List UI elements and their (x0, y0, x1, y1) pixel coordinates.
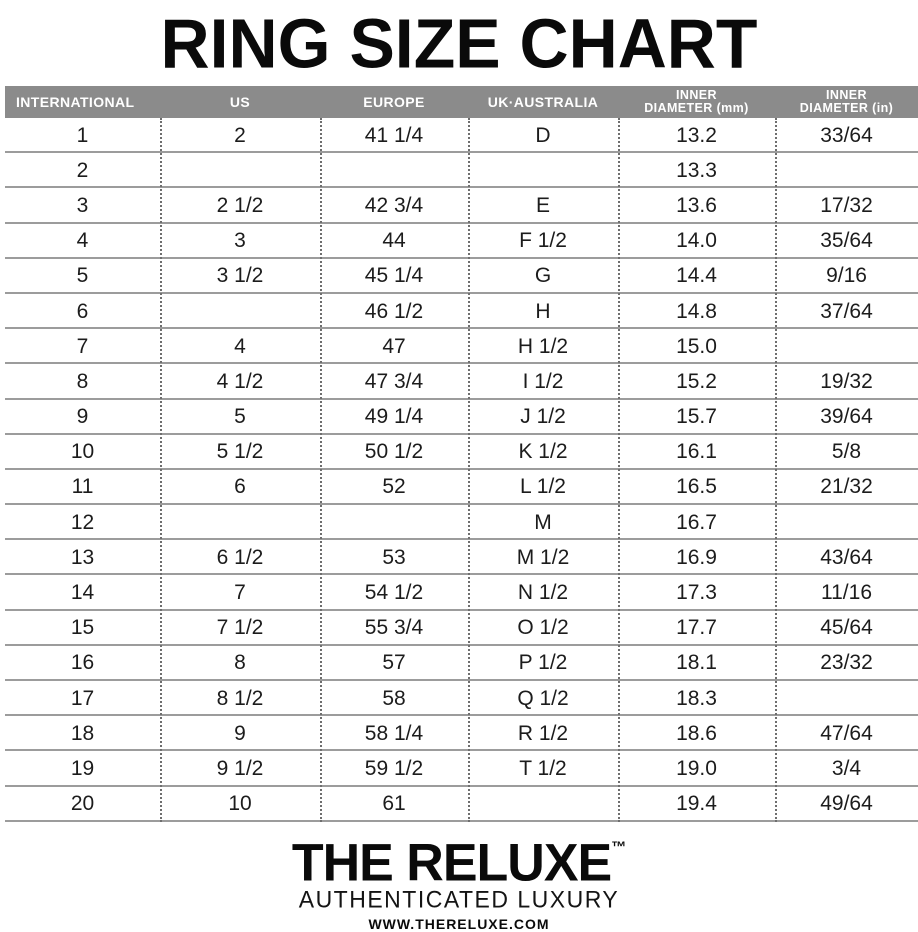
table-body (5, 118, 918, 822)
table-cell: 4 (76, 229, 89, 253)
column-header-line: DIAMETER (in) (799, 101, 894, 115)
table-cell: 14 (70, 581, 95, 605)
table-cell: 21/32 (820, 475, 873, 499)
table-cell: 9 1/2 (216, 756, 264, 780)
table-cell: 15.2 (676, 369, 717, 393)
column-header-line: INNER (826, 87, 867, 102)
column-header-0 (5, 95, 160, 110)
table-cell: L 1/2 (520, 475, 566, 499)
table-cell: 2 1/2 (216, 193, 264, 217)
table-cell: 7 (234, 581, 246, 605)
column-divider-dotted-line (468, 118, 470, 822)
table-cell: 16.7 (676, 510, 717, 534)
table-cell: 13.2 (676, 123, 717, 147)
column-header-5 (775, 89, 918, 115)
table-cell: 9/16 (826, 264, 867, 288)
table-cell: 58 1/4 (364, 721, 424, 745)
table-cell: 8 1/2 (216, 686, 264, 710)
table-cell: 49 1/4 (364, 405, 424, 429)
table-cell: 13.3 (676, 158, 717, 182)
table-row (5, 153, 918, 188)
table-cell: 52 (382, 475, 406, 499)
table-cell: O 1/2 (517, 616, 569, 640)
table-cell: 49/64 (820, 792, 873, 816)
column-divider-dotted-line (160, 118, 162, 822)
column-header-line: EUROPE (363, 93, 425, 110)
table-cell: 16 (70, 651, 95, 675)
column-header-2 (320, 95, 468, 110)
table-cell: 17.3 (676, 581, 717, 605)
table-cell (160, 310, 320, 311)
table-row (5, 540, 918, 575)
ring-size-table (5, 86, 918, 822)
table-cell: Q 1/2 (517, 686, 569, 710)
table-cell: 47 3/4 (364, 369, 424, 393)
table-row (5, 751, 918, 786)
column-header-line: US (229, 93, 251, 110)
table-row (5, 400, 918, 435)
table-cell: 13 (70, 545, 95, 569)
table-cell: 8 (234, 651, 246, 675)
table-cell: 53 (382, 545, 406, 569)
table-cell: 39/64 (820, 405, 873, 429)
table-cell (775, 697, 918, 698)
table-cell: 37/64 (820, 299, 873, 323)
table-cell: 7 1/2 (216, 616, 264, 640)
table-header-row (5, 86, 918, 118)
table-cell (160, 169, 320, 170)
table-cell: 11/16 (821, 581, 872, 605)
table-cell: 7 (76, 334, 89, 358)
column-header-4 (618, 89, 775, 115)
column-header-line: DIAMETER (mm) (644, 101, 749, 115)
table-row (5, 646, 918, 681)
table-cell: 6 (76, 299, 89, 323)
table-cell: 61 (382, 792, 406, 816)
column-header-line: INNER (676, 87, 717, 102)
table-row (5, 470, 918, 505)
table-cell: 18 (70, 721, 95, 745)
footer (0, 824, 918, 932)
table-cell (468, 169, 618, 170)
table-cell: H (535, 299, 551, 323)
table-cell: 18.6 (676, 721, 717, 745)
table-cell: F 1/2 (519, 229, 567, 253)
table-cell: 9 (234, 721, 246, 745)
table-cell: 16.9 (676, 545, 717, 569)
table-cell: P 1/2 (518, 651, 568, 675)
table-row (5, 224, 918, 259)
table-cell: 10 (70, 440, 95, 464)
table-row (5, 681, 918, 716)
table-cell: 15.0 (676, 334, 717, 358)
table-row (5, 118, 918, 153)
column-header-1 (160, 95, 320, 110)
table-row (5, 611, 918, 646)
table-cell: H 1/2 (517, 334, 569, 358)
table-cell (160, 521, 320, 522)
table-cell: E (535, 193, 550, 217)
table-cell: 15 (70, 616, 95, 640)
table-cell: G (534, 264, 552, 288)
table-row (5, 329, 918, 364)
table-cell: 9 (76, 405, 89, 429)
table-cell: 55 3/4 (364, 616, 424, 640)
table-cell: 6 (234, 475, 246, 499)
table-cell: 50 1/2 (364, 440, 424, 464)
table-row (5, 505, 918, 540)
table-cell: 5 1/2 (216, 440, 264, 464)
column-header-line: INTERNATIONAL (16, 93, 135, 110)
table-cell: 16.1 (676, 440, 717, 464)
table-cell: T 1/2 (519, 756, 567, 780)
table-cell: 5 (234, 405, 246, 429)
table-cell: 5 (76, 264, 89, 288)
column-divider-dotted-line (775, 118, 777, 822)
table-cell: 35/64 (820, 229, 873, 253)
table-cell: 19/32 (820, 369, 873, 393)
table-cell: 47/64 (820, 721, 873, 745)
table-cell: 3 (76, 193, 89, 217)
table-cell: 3 (234, 229, 246, 253)
table-cell: 45/64 (820, 616, 873, 640)
table-cell: 14.8 (676, 299, 717, 323)
table-cell: D (535, 123, 551, 147)
table-cell: 3 1/2 (216, 264, 264, 288)
table-cell: 18.3 (676, 686, 717, 710)
table-cell: 19 (70, 756, 95, 780)
table-cell: 42 3/4 (364, 193, 424, 217)
table-cell (775, 169, 918, 170)
table-cell: 17/32 (820, 193, 873, 217)
table-row (5, 787, 918, 822)
table-cell: 43/64 (820, 545, 873, 569)
table-row (5, 259, 918, 294)
table-cell: 8 (76, 369, 89, 393)
brand-tagline: AUTHENTICATED LUXURY (298, 885, 620, 913)
table-cell: 20 (70, 792, 95, 816)
table-cell: 17 (70, 686, 95, 710)
table-cell: 2 (76, 158, 89, 182)
table-cell: 4 1/2 (216, 369, 264, 393)
table-cell: 45 1/4 (364, 264, 424, 288)
table-cell: 5/8 (831, 440, 862, 464)
table-row (5, 716, 918, 751)
column-header-3 (468, 95, 618, 110)
table-cell: I 1/2 (522, 369, 564, 393)
table-cell: 19.4 (676, 792, 717, 816)
table-row (5, 188, 918, 223)
table-cell: 6 1/2 (216, 545, 264, 569)
table-cell: 54 1/2 (364, 581, 424, 605)
table-cell (320, 521, 468, 522)
table-cell: R 1/2 (517, 721, 569, 745)
table-cell: 23/32 (820, 651, 873, 675)
table-cell: 15.7 (676, 405, 717, 429)
brand-logo (291, 823, 627, 893)
brand-name: THE RELUXE (291, 833, 612, 893)
table-cell: 44 (382, 229, 406, 253)
table-cell: 14.0 (676, 229, 717, 253)
table-row (5, 575, 918, 610)
table-cell: N 1/2 (517, 581, 569, 605)
column-divider-dotted-line (618, 118, 620, 822)
table-cell (320, 169, 468, 170)
trademark-symbol: ™ (611, 838, 627, 856)
table-cell: M (534, 510, 552, 534)
table-cell: 33/64 (820, 123, 873, 147)
table-cell: J 1/2 (520, 405, 566, 429)
table-cell: 41 1/4 (364, 123, 424, 147)
table-cell: K 1/2 (518, 440, 568, 464)
table-cell: 17.7 (676, 616, 717, 640)
column-header-line: UK·AUSTRALIA (487, 93, 599, 110)
table-cell: M 1/2 (516, 545, 570, 569)
table-cell: 14.4 (676, 264, 717, 288)
table-cell: 59 1/2 (364, 756, 424, 780)
table-cell: 3/4 (831, 756, 862, 780)
table-cell: 11 (71, 475, 94, 499)
table-cell: 18.1 (676, 651, 717, 675)
table-cell (775, 521, 918, 522)
table-cell (468, 803, 618, 804)
page-title: RING SIZE CHART (160, 5, 758, 83)
table-cell: 47 (382, 334, 406, 358)
table-cell: 46 1/2 (364, 299, 424, 323)
table-row (5, 435, 918, 470)
table-cell (775, 345, 918, 346)
table-cell: 10 (228, 792, 252, 816)
table-row (5, 364, 918, 399)
column-divider-dotted-line (320, 118, 322, 822)
website-url: WWW.THERELUXE.COM (368, 915, 550, 932)
table-cell: 4 (234, 334, 246, 358)
table-cell: 2 (234, 123, 246, 147)
table-cell: 1 (76, 123, 89, 147)
table-row (5, 294, 918, 329)
table-cell: 57 (382, 651, 406, 675)
table-cell: 16.5 (676, 475, 717, 499)
table-cell: 58 (382, 686, 406, 710)
table-cell: 19.0 (676, 756, 717, 780)
table-cell: 13.6 (676, 193, 717, 217)
table-cell: 12 (70, 510, 95, 534)
